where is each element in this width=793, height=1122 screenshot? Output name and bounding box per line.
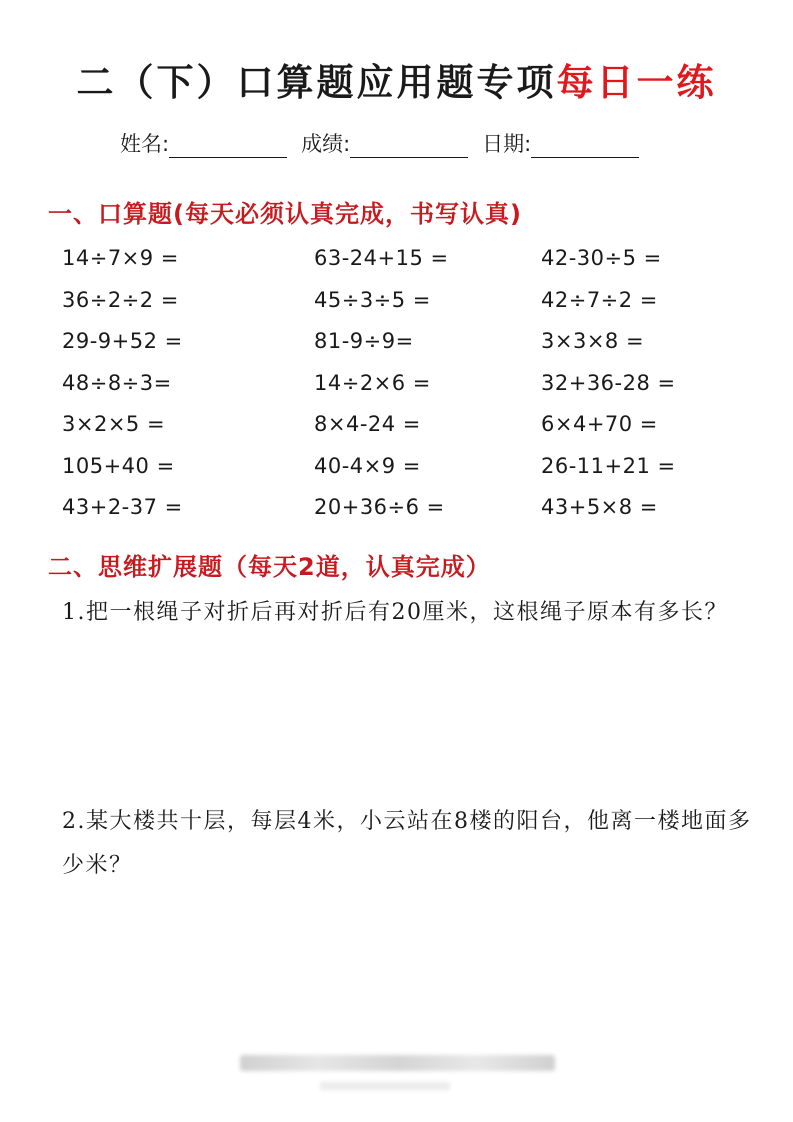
calc-problem: 29-9+52 = [62,329,183,353]
calc-problem: 36÷2÷2 = [62,287,179,312]
calc-problem: 14÷2×6 = [314,370,431,395]
calc-problem: 42-30÷5 = [541,246,662,270]
calc-problem: 3×2×5 = [62,412,166,436]
calc-problem: 26-11+21 = [541,453,676,478]
student-info-row [120,128,653,158]
title-main: 二（下）口算题应用题专项 [76,61,557,104]
name-label: 姓名: [120,132,170,156]
section-heading-calc: 一、口算题(每天必须认真完成，书写认真) [48,200,522,228]
calc-problem: 105+40 = [62,453,175,478]
calc-problem: 43+5×8 = [541,495,658,519]
name-field[interactable] [169,135,287,158]
calc-problem: 14÷7×9 = [62,246,179,270]
date-label: 日期: [482,132,532,156]
calc-problem: 6×4+70 = [541,412,658,436]
calc-problem: 63-24+15 = [314,246,449,270]
title-highlight: 每日一练 [556,61,717,104]
word-problem-1: 1.把一根绳子对折后再对折后有20厘米，这根绳子原本有多长？ [62,600,728,625]
calc-problem: 45÷3÷5 = [314,287,431,312]
calc-problem: 32+36-28 = [541,370,676,395]
watermark-blur [240,1055,555,1071]
page-title [0,52,793,106]
calc-problem: 20+36÷6 = [314,495,445,519]
calc-problem: 8×4-24 = [314,412,421,436]
section-heading-thinking: 二、思维扩展题（每天2道，认真完成） [48,553,491,581]
calc-problem: 3×3×8 = [541,329,645,353]
calc-problem: 40-4×9 = [314,453,421,478]
calc-problem: 42÷7÷2 = [541,287,658,312]
calc-problem: 43+2-37 = [62,495,183,519]
date-field[interactable] [531,135,639,158]
calc-problem: 48÷8÷3= [62,370,172,395]
word-problem-2: 2.某大楼共十层，每层4米，小云站在8楼的阳台，他离一楼地面多少米？ [62,809,752,878]
calc-problem: 81-9÷9= [314,329,414,353]
score-label: 成绩: [301,132,351,156]
score-field[interactable] [350,135,468,158]
watermark-blur-small [320,1082,450,1090]
